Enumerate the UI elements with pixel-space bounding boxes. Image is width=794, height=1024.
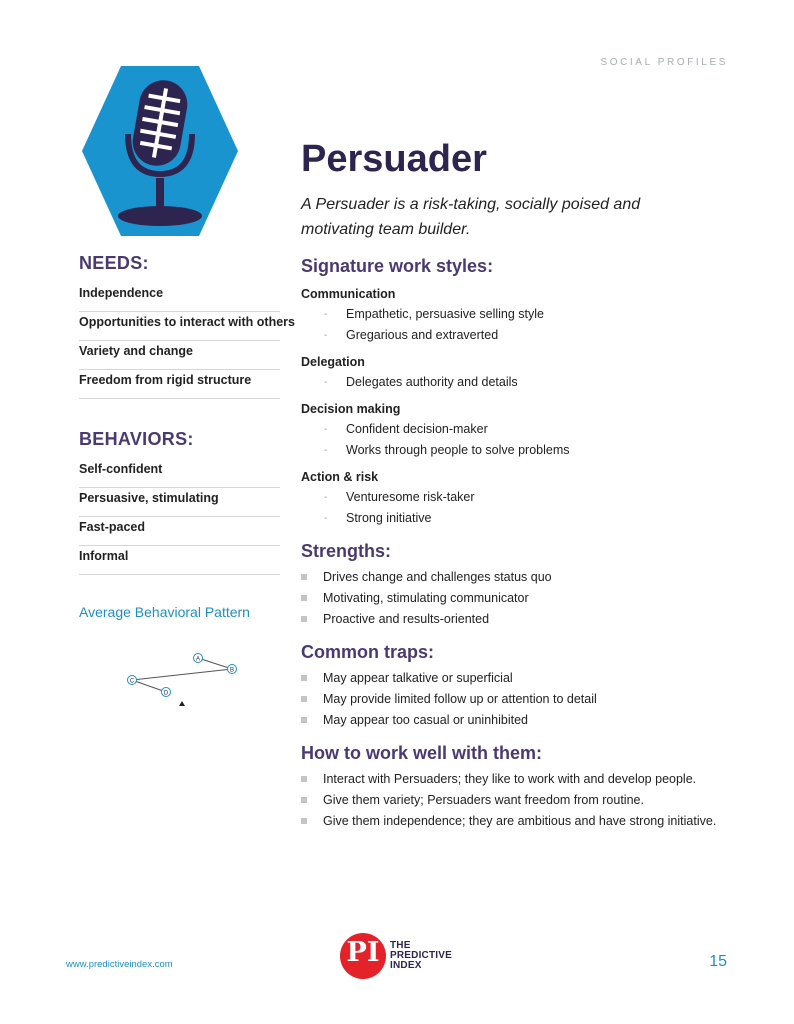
list-item: Give them independence; they are ambitious and have strong initiative.: [301, 811, 741, 832]
logo-wordmark: [390, 941, 452, 971]
needs-section: [79, 253, 295, 399]
delegation-list: [324, 372, 741, 393]
logo-line: INDEX: [390, 960, 422, 971]
list-item: May appear too casual or uninhibited: [301, 710, 741, 731]
triangle-marker-icon: [179, 701, 185, 706]
communication-list: [324, 304, 741, 346]
list-item: Fast-paced: [79, 517, 280, 546]
category-decision-making: Decision making: [301, 402, 401, 416]
list-item: Self-confident: [79, 459, 280, 488]
svg-text:C: C: [129, 678, 135, 685]
list-item: May provide limited follow up or attention to detail: [301, 689, 741, 710]
behaviors-section: [79, 429, 280, 575]
work-styles-heading: Signature work styles:: [301, 256, 494, 276]
category-action-risk: Action & risk: [301, 470, 379, 484]
svg-text:A: A: [195, 656, 201, 663]
svg-text:B: B: [229, 667, 235, 674]
category-delegation: Delegation: [301, 355, 365, 369]
pattern-line: [129, 678, 166, 692]
svg-text:D: D: [163, 690, 169, 697]
logo-mark: PI: [346, 937, 380, 968]
list-item: Variety and change: [79, 341, 280, 370]
list-item: - Delegates authority and details: [324, 372, 741, 393]
list-item: Drives change and challenges status quo: [301, 567, 741, 588]
list-item: Independence: [79, 283, 280, 312]
list-item: May appear talkative or superficial: [301, 668, 741, 689]
list-item: - Works through people to solve problems: [324, 440, 741, 461]
microphone-icon: [82, 66, 238, 236]
tagline: A Persuader is a risk-taking, socially poised and motivating team builder.: [301, 196, 641, 238]
list-item: Informal: [79, 546, 280, 575]
action-risk-list: [324, 487, 741, 529]
pattern-node-c: [128, 676, 137, 685]
footer-url-link[interactable]: www.predictiveindex.com: [66, 959, 173, 970]
list-item: Interact with Persuaders; they like to work with and develop people.: [301, 769, 741, 790]
list-item: - Gregarious and extraverted: [324, 325, 741, 346]
work-well-list: [301, 769, 741, 832]
logo-line: THE: [390, 940, 411, 951]
list-item: Proactive and results-oriented: [301, 609, 741, 630]
decision-making-list: [324, 419, 741, 461]
strengths-list: [301, 567, 741, 630]
list-item: Freedom from rigid structure: [79, 370, 280, 399]
list-item: - Empathetic, persuasive selling style: [324, 304, 741, 325]
list-item: Give them variety; Persuaders want freedom from routine.: [301, 790, 741, 811]
logo-line: PREDICTIVE: [390, 950, 453, 961]
section-tag: SOCIAL PROFILES: [600, 57, 728, 68]
predictive-index-logo: [340, 933, 460, 983]
traps-heading: Common traps:: [301, 642, 435, 662]
pattern-node-d: [162, 688, 171, 697]
pattern-node-b: [228, 665, 237, 674]
list-item: - Confident decision-maker: [324, 419, 741, 440]
page-title: Persuader: [301, 138, 487, 180]
pattern-line: [195, 656, 232, 669]
profile-content: [301, 138, 741, 832]
strengths-heading: Strengths:: [301, 541, 391, 561]
category-communication: Communication: [301, 287, 396, 301]
list-item: Motivating, stimulating communicator: [301, 588, 741, 609]
needs-list: [79, 283, 295, 399]
pattern-line: [132, 667, 235, 680]
pattern-node-a: [194, 654, 203, 663]
needs-heading: NEEDS:: [79, 253, 149, 273]
list-item: - Strong initiative: [324, 508, 741, 529]
pattern-title: Average Behavioral Pattern: [79, 604, 250, 620]
behavioral-pattern-diagram: [120, 648, 245, 713]
behaviors-list: [79, 459, 280, 575]
page-number: 15: [709, 953, 727, 970]
behaviors-heading: BEHAVIORS:: [79, 429, 194, 449]
work-well-heading: How to work well with them:: [301, 743, 543, 763]
traps-list: [301, 668, 741, 731]
list-item: Persuasive, stimulating: [79, 488, 280, 517]
list-item: Opportunities to interact with others: [79, 312, 280, 341]
list-item: - Venturesome risk-taker: [324, 487, 741, 508]
